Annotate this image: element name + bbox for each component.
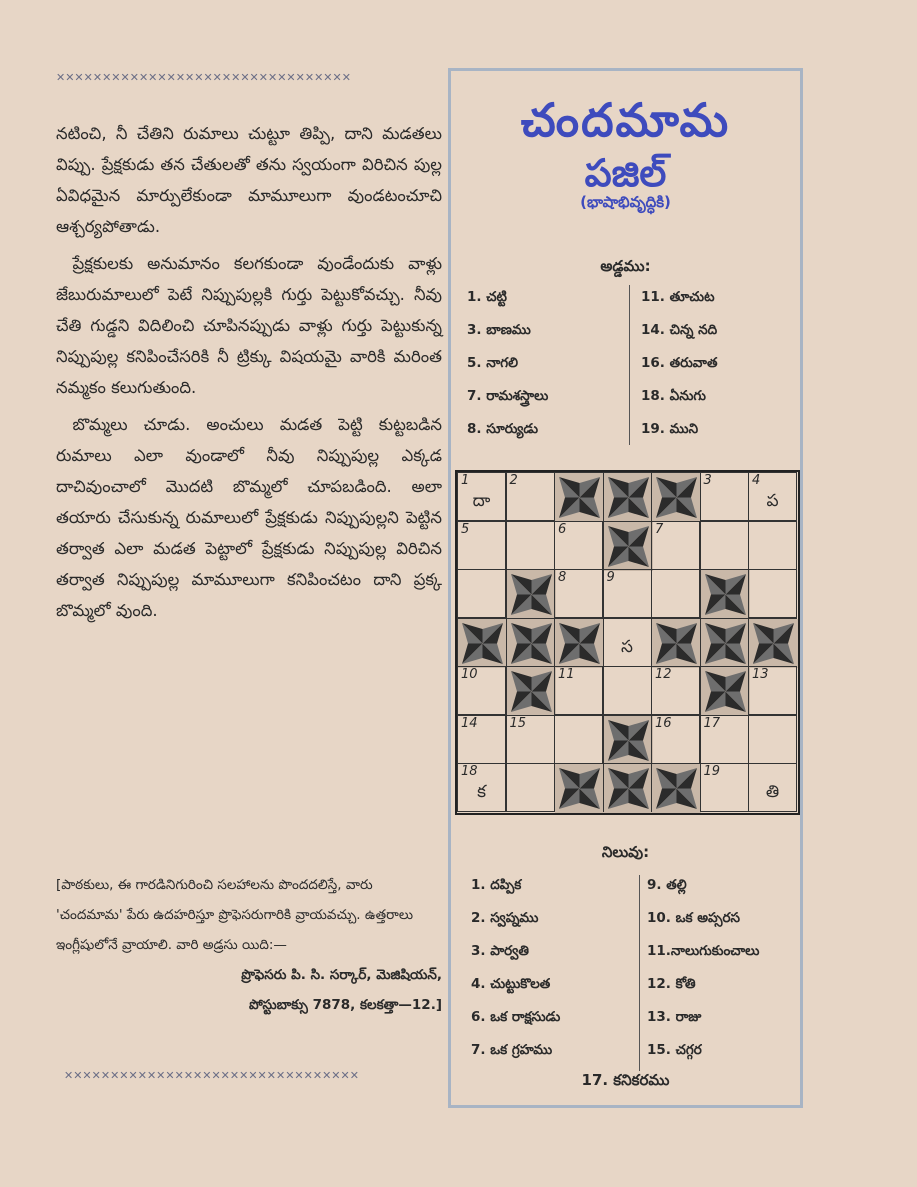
clue-item: 12. కోతి [647, 976, 696, 992]
grid-cell [603, 569, 652, 618]
clue-item: 6. ఒక రాక్షసుడు [471, 1009, 561, 1025]
paragraph: నటించి, నీ చేతిని రుమాలు చుట్టూ తిప్పి, దాని మడతలు విప్పు. ప్రేక్షకుడు తన చేతులతో తను స్వయంగా విరిచిన పుల్ల ఏవిధమైన మార్పులేకుండా మామూలుగా వుండటంచూచి ఆశ్చర్యపోతాడు. [56, 124, 442, 236]
grid-cell-blocked [700, 666, 749, 715]
cell-number: 8 [558, 570, 567, 585]
grid-cell-blocked [506, 666, 555, 715]
clue-item: 10. ఒక అప్సరస [647, 910, 740, 926]
cell-number: 12 [655, 667, 672, 682]
grid-cell [651, 666, 700, 715]
grid-cell [603, 666, 652, 715]
cell-number: 14 [461, 715, 478, 731]
grid-cell [506, 763, 555, 812]
grid-cell [554, 521, 603, 570]
cell-number: 5 [461, 521, 470, 537]
across-clues-left [467, 281, 548, 446]
grid-cell [748, 715, 797, 764]
grid-cell [700, 472, 749, 521]
cell-number: 15 [509, 715, 527, 731]
cell-number: 11 [558, 667, 575, 682]
note-signature-line1: ప్రొఫెసరు పి. సి. సర్కార్, మెజిషియన్, [241, 967, 442, 983]
grid-cell-blocked [506, 618, 555, 667]
clue-item: 15. చగ్గర [647, 1042, 702, 1058]
grid-cell-blocked [651, 763, 700, 812]
grid-cell [506, 472, 555, 521]
cell-number: 16 [655, 715, 672, 731]
top-decorative-border: ✕✕✕✕✕✕✕✕✕✕✕✕✕✕✕✕✕✕✕✕✕✕✕✕✕✕✕✕✕✕✕✕ [56, 71, 351, 84]
clue-item: 13. రాజు [647, 1009, 702, 1025]
publisher-note [56, 870, 442, 1020]
cell-letter: ప [766, 491, 779, 511]
grid-cell [651, 521, 700, 570]
grid-cell [748, 763, 797, 812]
note-signature-line2: పోస్టుబాక్సు 7878, కలకత్తా—12.] [248, 997, 442, 1013]
grid-cell [506, 715, 555, 764]
grid-cell [554, 715, 603, 764]
clue-item: 4. చుట్టుకొలత [471, 976, 551, 992]
paragraph: బొమ్మలు చూడు. అంచులు మడత పెట్టి కుట్టబడిన రుమాలు ఎలా వుండాలో నీవు నిప్పుపుల్ల ఎక్కడ దాచివుంచాలో మొదటి బొమ్మలో చూపబడింది. అలా తయారు చేసుకున్న రుమాలులో ప్రేక్షకుడు నిప్పుపుల్లని పెట్టిన తర్వాత ఎలా మడత పెట్టాలో ప్రేక్షకుడు నిప్పుపుల్ల విరిచిన తర్వాత నిప్పుపుల్ల మామూలుగా కనిపించటం దాని ప్రక్క బొమ్మలో వుంది. [56, 415, 442, 620]
grid-cell-blocked [603, 472, 652, 521]
clue-item: 11. తూచుట [641, 289, 715, 305]
grid-cell [554, 569, 603, 618]
clue-item: 8. సూర్యుడు [467, 421, 539, 437]
grid-cell [457, 763, 506, 812]
grid-cell [700, 763, 749, 812]
puzzle-title: చందమామ [520, 93, 731, 147]
down-heading: నిలువు: [601, 843, 650, 861]
cell-number: 2 [509, 473, 518, 488]
cell-number: 18 [461, 764, 478, 779]
clue-item: 18. ఏనుగు [641, 388, 706, 404]
clue-item: 7. రామశస్త్రాలు [467, 388, 549, 404]
cell-letter: తి [765, 782, 780, 802]
grid-cell-blocked [603, 763, 652, 812]
clue-item: 3. బాణము [467, 322, 531, 338]
across-clues-right [641, 281, 717, 446]
grid-cell [748, 569, 797, 618]
down-last-clue: 17. కనికరము [581, 1071, 670, 1089]
clue-item: 2. స్వప్నము [471, 910, 539, 926]
clue-item: 9. తల్లి [647, 877, 687, 893]
grid-cell [700, 715, 749, 764]
grid-cell [457, 715, 506, 764]
clue-item: 11.నాలుగుకుంచాలు [647, 943, 760, 959]
article-text [56, 118, 442, 632]
grid-cell [651, 715, 700, 764]
grid-cell [506, 521, 555, 570]
cell-number: 1 [461, 473, 470, 488]
grid-cell-blocked [603, 715, 652, 764]
cell-number: 13 [752, 667, 769, 682]
down-clues-left [471, 869, 560, 1067]
clue-item: 5. నాగలి [467, 355, 519, 371]
grid-cell [457, 521, 506, 570]
clue-divider [629, 285, 630, 445]
grid-cell [748, 666, 797, 715]
cell-number: 6 [558, 521, 567, 537]
grid-cell-blocked [554, 618, 603, 667]
grid-cell [603, 618, 652, 667]
puzzle-title-line2: పజిల్ [584, 151, 667, 195]
cell-number: 3 [703, 473, 712, 488]
clue-item: 1. దప్పిక [471, 877, 522, 893]
cell-letter: క [477, 782, 486, 802]
grid-cell [457, 666, 506, 715]
cell-number: 4 [752, 473, 761, 488]
grid-cell [457, 569, 506, 618]
down-clues-right [647, 869, 759, 1067]
grid-cell-blocked [651, 472, 700, 521]
grid-cell-blocked [506, 569, 555, 618]
note-text: [పాఠకులు, ఈ గారడినిగురించి సలహాలను పొందదలిస్తే, వారు 'చందమామ' పేరు ఉదహరిస్తూ ప్రొఫెసరుగారికి వ్రాయవచ్చు. ఉత్తరాలు ఇంగ్లీషులోనే వ్రాయాలి. వారి అడ్రసు యిది:— [56, 877, 414, 953]
cell-number: 10 [461, 667, 478, 682]
grid-cell [457, 472, 506, 521]
grid-cell [700, 521, 749, 570]
grid-cell-blocked [651, 618, 700, 667]
paragraph: ప్రేక్షకులకు అనుమానం కలగకుండా వుండేందుకు వాళ్లు జేబురుమాలులో పెటే నిప్పుపుల్లకి గుర్తు పెట్టుకోవచ్చు. నీవు చేతి గుడ్డని విదిలించి చూపినప్పుడు వాళ్లు గుర్తు పెట్టుకున్న నిప్పుపుల్ల కనిపించేసరికి నీ ట్రిక్కు విషయమై వారికి మరింత నమ్మకం కలుగుతుంది. [56, 254, 442, 397]
clue-item: 3. పార్వతి [471, 943, 529, 959]
crossword-grid [455, 470, 800, 815]
grid-cell-blocked [554, 763, 603, 812]
clue-item: 1. చట్టి [467, 289, 507, 305]
clue-divider [639, 875, 640, 1071]
cell-letter: దా [472, 491, 491, 511]
grid-cell-blocked [603, 521, 652, 570]
grid-cell [651, 569, 700, 618]
clue-item: 7. ఒక గ్రహము [471, 1042, 553, 1058]
clue-item: 19. ముని [641, 421, 699, 437]
cell-number: 9 [606, 570, 615, 585]
puzzle-subtitle: (భాషాభివృద్ధికి) [580, 193, 671, 211]
cell-letter: స [621, 636, 633, 657]
across-heading: అడ్డము: [600, 257, 651, 275]
grid-cell-blocked [554, 472, 603, 521]
clue-item: 14. చిన్న నది [641, 322, 718, 338]
grid-cell-blocked [700, 569, 749, 618]
grid-cell-blocked [457, 618, 506, 667]
grid-cell [554, 666, 603, 715]
bottom-decorative-border: ✕✕✕✕✕✕✕✕✕✕✕✕✕✕✕✕✕✕✕✕✕✕✕✕✕✕✕✕✕✕✕✕ [64, 1069, 359, 1082]
cell-number: 17 [703, 715, 721, 731]
grid-cell-blocked [700, 618, 749, 667]
cell-number: 19 [703, 764, 721, 779]
clue-item: 16. తరువాత [641, 355, 718, 371]
grid-cell [748, 472, 797, 521]
grid-cell-blocked [748, 618, 797, 667]
grid-cell [748, 521, 797, 570]
cell-number: 7 [655, 521, 664, 537]
